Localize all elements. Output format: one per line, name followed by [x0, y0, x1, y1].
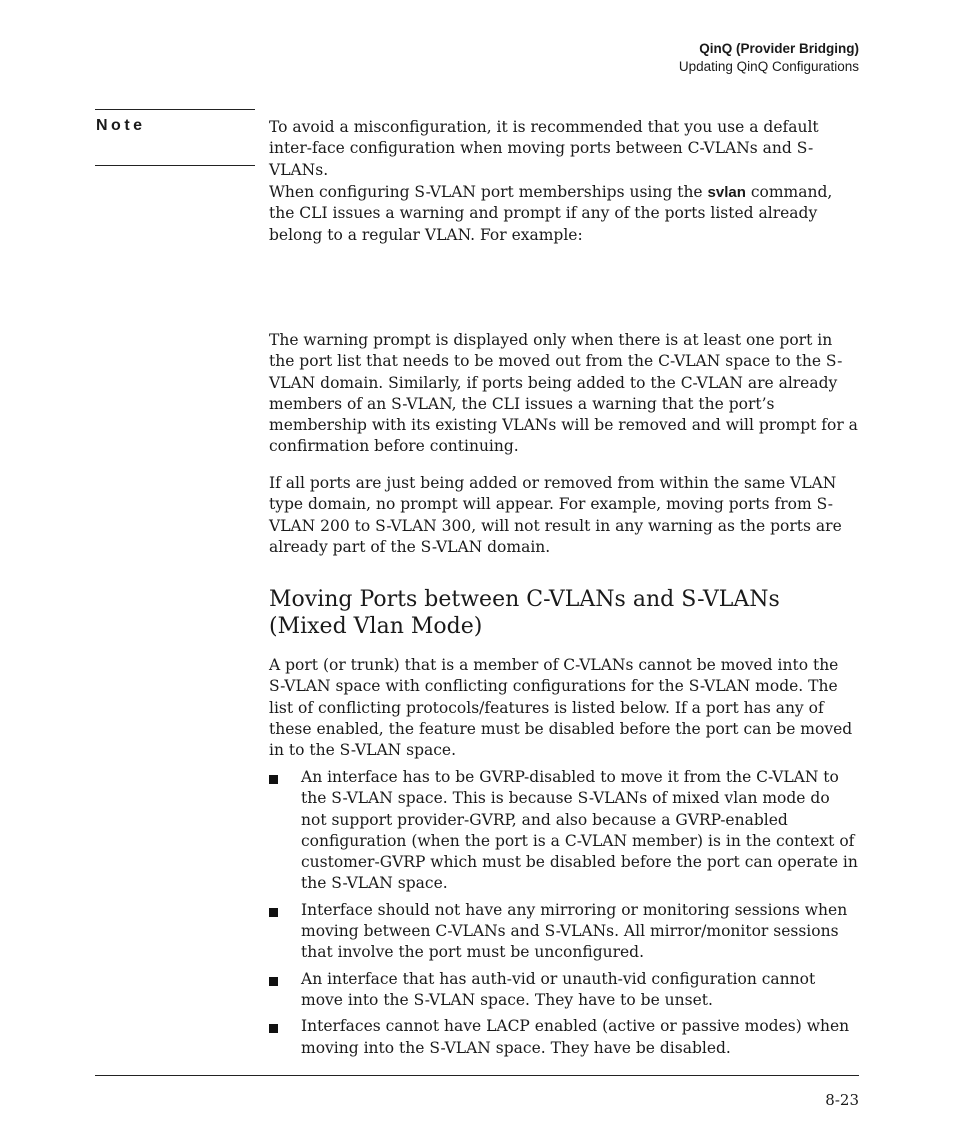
note-top-rule	[95, 109, 255, 110]
bullet-square-icon	[269, 1024, 278, 1033]
list-item	[269, 767, 859, 895]
footer-rule	[95, 1075, 859, 1076]
note-bottom-rule	[95, 165, 255, 166]
paragraph-text: If all ports are just being added or removed from within the same VLAN type domain, no prompt will appear. For example, moving ports from S-VLAN 200 to S-VLAN 300, will not result in any warning as the ports are already part of the S-VLAN domain.	[269, 474, 842, 556]
bullet-square-icon	[269, 908, 278, 917]
list-item-text: Interfaces cannot have LACP enabled (active or passive modes) when moving into the S-VLAN space. They have be disabled.	[301, 1017, 850, 1057]
paragraph-text: command, the CLI issues a warning and prompt if any of the ports listed already belong to a regular VLAN. For example:	[269, 183, 833, 244]
bullet-square-icon	[269, 977, 278, 986]
list-item	[269, 900, 859, 964]
list-item-text: Interface should not have any mirroring or monitoring sessions when moving between C-VLANs and S-VLANs. All mirror/monitor sessions that involve the port must be unconfigured.	[301, 900, 848, 962]
svlan-command: svlan	[707, 184, 746, 201]
note-text-block	[269, 117, 859, 181]
list-item	[269, 969, 859, 1012]
bullet-list	[269, 767, 859, 1059]
paragraph-text: A port (or trunk) that is a member of C-VLANs cannot be moved into the S-VLAN space with conflicting configurations for the S-VLAN mode. The list of conflicting protocols/features is listed below. If a port has any of these enabled, the feature must be disabled before the port can be moved in to the S-VLAN space.	[269, 656, 853, 760]
paragraph-mixed-mode	[269, 655, 859, 761]
paragraph-text: When configuring S-VLAN port memberships using the	[269, 183, 708, 201]
paragraph-warning-prompt	[269, 330, 859, 458]
chapter-title: QinQ (Provider Bridging)	[699, 41, 859, 56]
note-text: To avoid a misconfiguration, it is recommended that you use a default inter-face configuration when moving ports between C-VLANs and S-VLANs.	[269, 118, 819, 179]
running-header	[679, 40, 859, 76]
section-heading-block	[269, 586, 859, 640]
list-item-text: An interface that has auth-vid or unauth-vid configuration cannot move into the S-VLAN space. They have to be unset.	[301, 969, 816, 1009]
list-item	[269, 1016, 859, 1059]
page-number: 8-23	[825, 1091, 859, 1109]
paragraph-svlan-command	[269, 182, 859, 246]
section-heading: Moving Ports between C-VLANs and S-VLANs (Mixed Vlan Mode)	[269, 587, 780, 639]
bullet-list-block	[269, 767, 859, 1064]
paragraph-text: The warning prompt is displayed only when there is at least one port in the port list that needs to be moved out from the C-VLAN space to the S-VLAN domain. Similarly, if ports being added to the C-VLAN are already members of an S-VLAN, the CLI issues a warning that the port’s membership with its existing VLANs will be removed and will prompt for a confirmation before continuing.	[269, 331, 858, 456]
note-label: Note	[96, 117, 146, 134]
list-item-text: An interface has to be GVRP-disabled to move it from the C-VLAN to the S-VLAN space. This is because S-VLANs of mixed vlan mode do not support provider-GVRP, and also because a GVRP-enabled configuration (when the port is a C-VLAN member) is in the context of customer-GVRP which must be disabled before the port can operate in the S-VLAN space.	[301, 768, 858, 893]
section-title: Updating QinQ Configurations	[678, 59, 859, 74]
paragraph-same-domain	[269, 473, 859, 558]
bullet-square-icon	[269, 775, 278, 784]
